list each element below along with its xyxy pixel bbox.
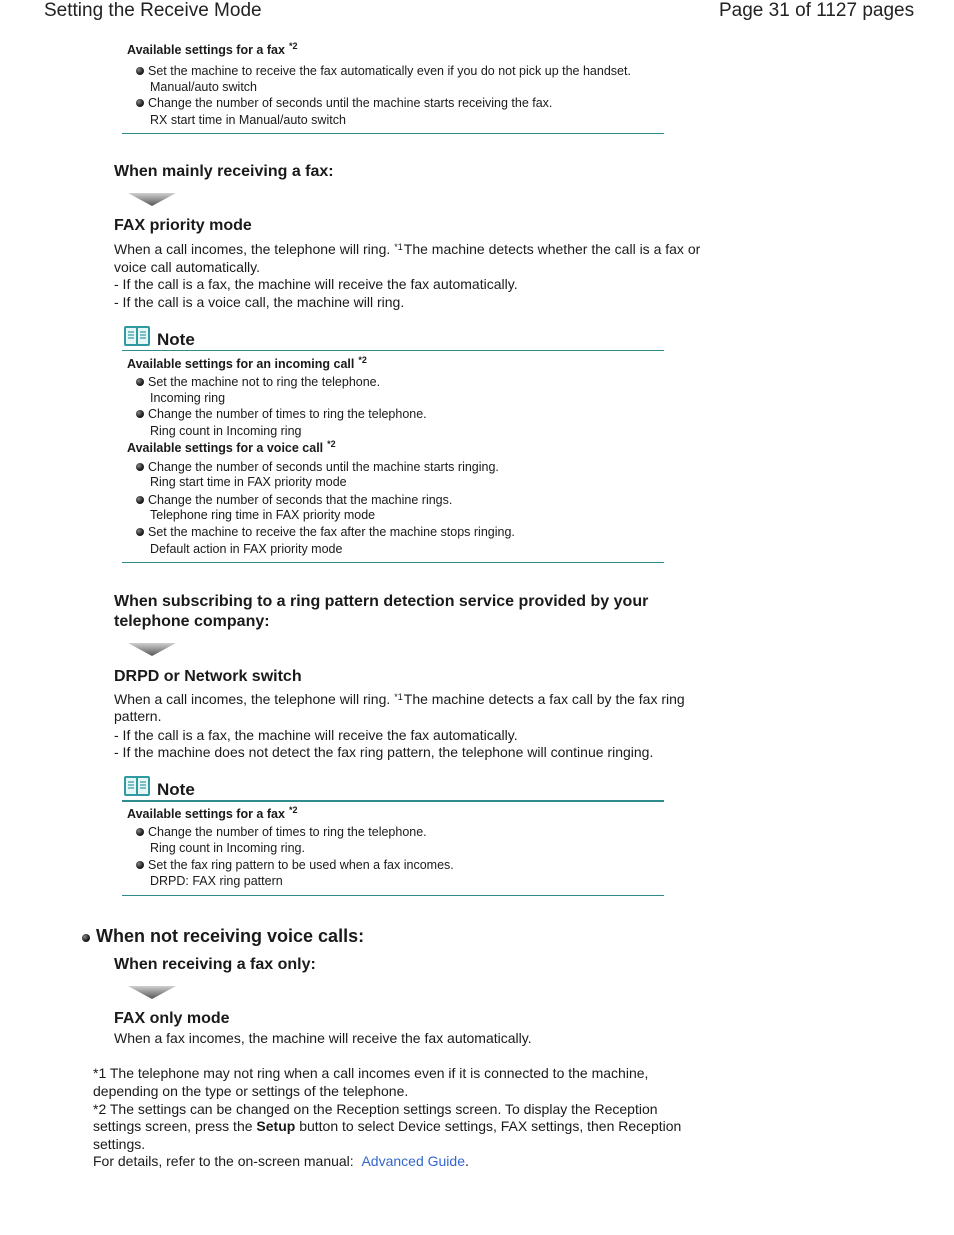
- page-title: Setting the Receive Mode: [44, 0, 262, 21]
- footnote-2-cont: [93, 1118, 681, 1134]
- bullet-icon: [136, 67, 144, 75]
- bullet-icon: [136, 463, 144, 471]
- footnote-ref: *2: [288, 41, 298, 51]
- settings-heading: [127, 441, 336, 455]
- footnote-ref: *2: [288, 805, 298, 815]
- setup-button-name: Setup: [256, 1118, 296, 1134]
- condition-heading-cont: telephone company:: [114, 613, 270, 630]
- bullet-icon: [136, 528, 144, 536]
- mode-title: FAX priority mode: [114, 217, 252, 234]
- list-item: Set the machine not to ring the telephone.: [148, 375, 381, 389]
- footnote-2-cont: [93, 1153, 469, 1169]
- footnote-text: settings screen, press the: [93, 1118, 253, 1134]
- bullet-icon: [136, 378, 144, 386]
- setting-name: Ring count in Incoming ring: [150, 424, 302, 438]
- setting-name: Ring start time in FAX priority mode: [150, 475, 347, 489]
- advanced-guide-link[interactable]: Advanced Guide: [361, 1153, 465, 1169]
- description-line: - If the call is a voice call, the machine will ring.: [114, 294, 405, 310]
- down-arrow-icon: [128, 193, 176, 207]
- setting-name: Incoming ring: [150, 391, 226, 405]
- divider: [122, 800, 664, 802]
- setting-name: DRPD: FAX ring pattern: [150, 874, 283, 888]
- footnote-ref: *1: [394, 242, 403, 252]
- divider: [122, 562, 664, 563]
- list-item: Change the number of seconds that the machine rings.: [148, 493, 453, 507]
- description-text: When a call incomes, the telephone will ring.: [114, 691, 391, 707]
- note-label: Note: [157, 330, 195, 349]
- footnote-ref: *2: [327, 439, 336, 449]
- settings-heading: [127, 807, 297, 821]
- list-item: Set the fax ring pattern to be used when a fax incomes.: [148, 858, 454, 872]
- description-line: - If the call is a fax, the machine will receive the fax automatically.: [114, 727, 518, 743]
- description-line: - If the call is a fax, the machine will receive the fax automatically.: [114, 276, 518, 292]
- footnote-2-cont: settings.: [93, 1136, 146, 1152]
- list-item: Change the number of seconds until the machine starts ringing.: [148, 460, 499, 474]
- footnote-text: .: [465, 1153, 469, 1169]
- condition-heading: When mainly receiving a fax:: [114, 163, 334, 180]
- settings-heading-text: Available settings for a fax: [127, 43, 285, 57]
- bullet-icon: [82, 934, 90, 942]
- down-arrow-icon: [128, 643, 176, 657]
- description-text: When a call incomes, the telephone will ring.: [114, 241, 391, 257]
- note-label: Note: [157, 780, 195, 799]
- description-line: pattern.: [114, 708, 162, 724]
- page-number: Page 31 of 1127 pages: [719, 0, 915, 21]
- bullet-icon: [136, 496, 144, 504]
- divider: [122, 350, 664, 351]
- settings-heading-text: Available settings for a fax: [127, 807, 285, 821]
- list-item: Change the number of seconds until the machine starts receiving the fax.: [148, 96, 553, 110]
- list-item: Set the machine to receive the fax after the machine stops ringing.: [148, 525, 515, 539]
- mode-description: [114, 691, 685, 707]
- list-item: Change the number of times to ring the telephone.: [148, 407, 427, 421]
- list-item: Change the number of times to ring the telephone.: [148, 825, 427, 839]
- note-book-icon: [123, 775, 151, 797]
- bullet-icon: [136, 828, 144, 836]
- settings-heading-text: Available settings for an incoming call: [127, 357, 355, 371]
- settings-heading: [127, 43, 297, 57]
- mode-description: [114, 241, 700, 257]
- description-line: - If the machine does not detect the fax ring pattern, the telephone will continue ringing.: [114, 744, 654, 760]
- footnote-ref: *2: [358, 355, 367, 365]
- section-heading: When not receiving voice calls:: [96, 926, 365, 946]
- settings-heading-text: Available settings for a voice call: [127, 441, 324, 455]
- bullet-icon: [136, 410, 144, 418]
- footnote-ref: *1: [394, 692, 403, 702]
- footnote-1-cont: depending on the type or settings of the telephone.: [93, 1083, 409, 1099]
- settings-heading: [127, 357, 367, 371]
- setting-name: Ring count in Incoming ring.: [150, 841, 305, 855]
- description-line: voice call automatically.: [114, 259, 261, 275]
- setting-name: RX start time in Manual/auto switch: [150, 113, 346, 127]
- footnote-text: For details, refer to the on-screen manual:: [93, 1153, 354, 1169]
- setting-name: Telephone ring time in FAX priority mode: [150, 508, 376, 522]
- condition-heading: When receiving a fax only:: [114, 956, 316, 973]
- setting-name: Default action in FAX priority mode: [150, 542, 343, 556]
- down-arrow-icon: [128, 986, 176, 1000]
- setting-name: Manual/auto switch: [150, 80, 258, 94]
- bullet-icon: [136, 861, 144, 869]
- divider: [122, 133, 664, 134]
- footnote-text: button to select Device settings, FAX settings, then Reception: [299, 1118, 682, 1134]
- list-item: Set the machine to receive the fax automatically even if you do not pick up the handset.: [148, 64, 631, 78]
- description-text: The machine detects whether the call is a fax or: [403, 241, 701, 257]
- bullet-icon: [136, 99, 144, 107]
- mode-title: FAX only mode: [114, 1010, 230, 1027]
- description-line: When a fax incomes, the machine will receive the fax automatically.: [114, 1030, 532, 1046]
- condition-heading: When subscribing to a ring pattern detection service provided by your: [114, 593, 649, 610]
- footnote-2: *2 The settings can be changed on the Reception settings screen. To display the Reception: [93, 1101, 658, 1117]
- divider: [122, 895, 664, 896]
- mode-title: DRPD or Network switch: [114, 668, 302, 685]
- note-book-icon: [123, 325, 151, 347]
- description-text: The machine detects a fax call by the fax ring: [403, 691, 685, 707]
- footnote-1: *1 The telephone may not ring when a call incomes even if it is connected to the machine,: [93, 1065, 649, 1081]
